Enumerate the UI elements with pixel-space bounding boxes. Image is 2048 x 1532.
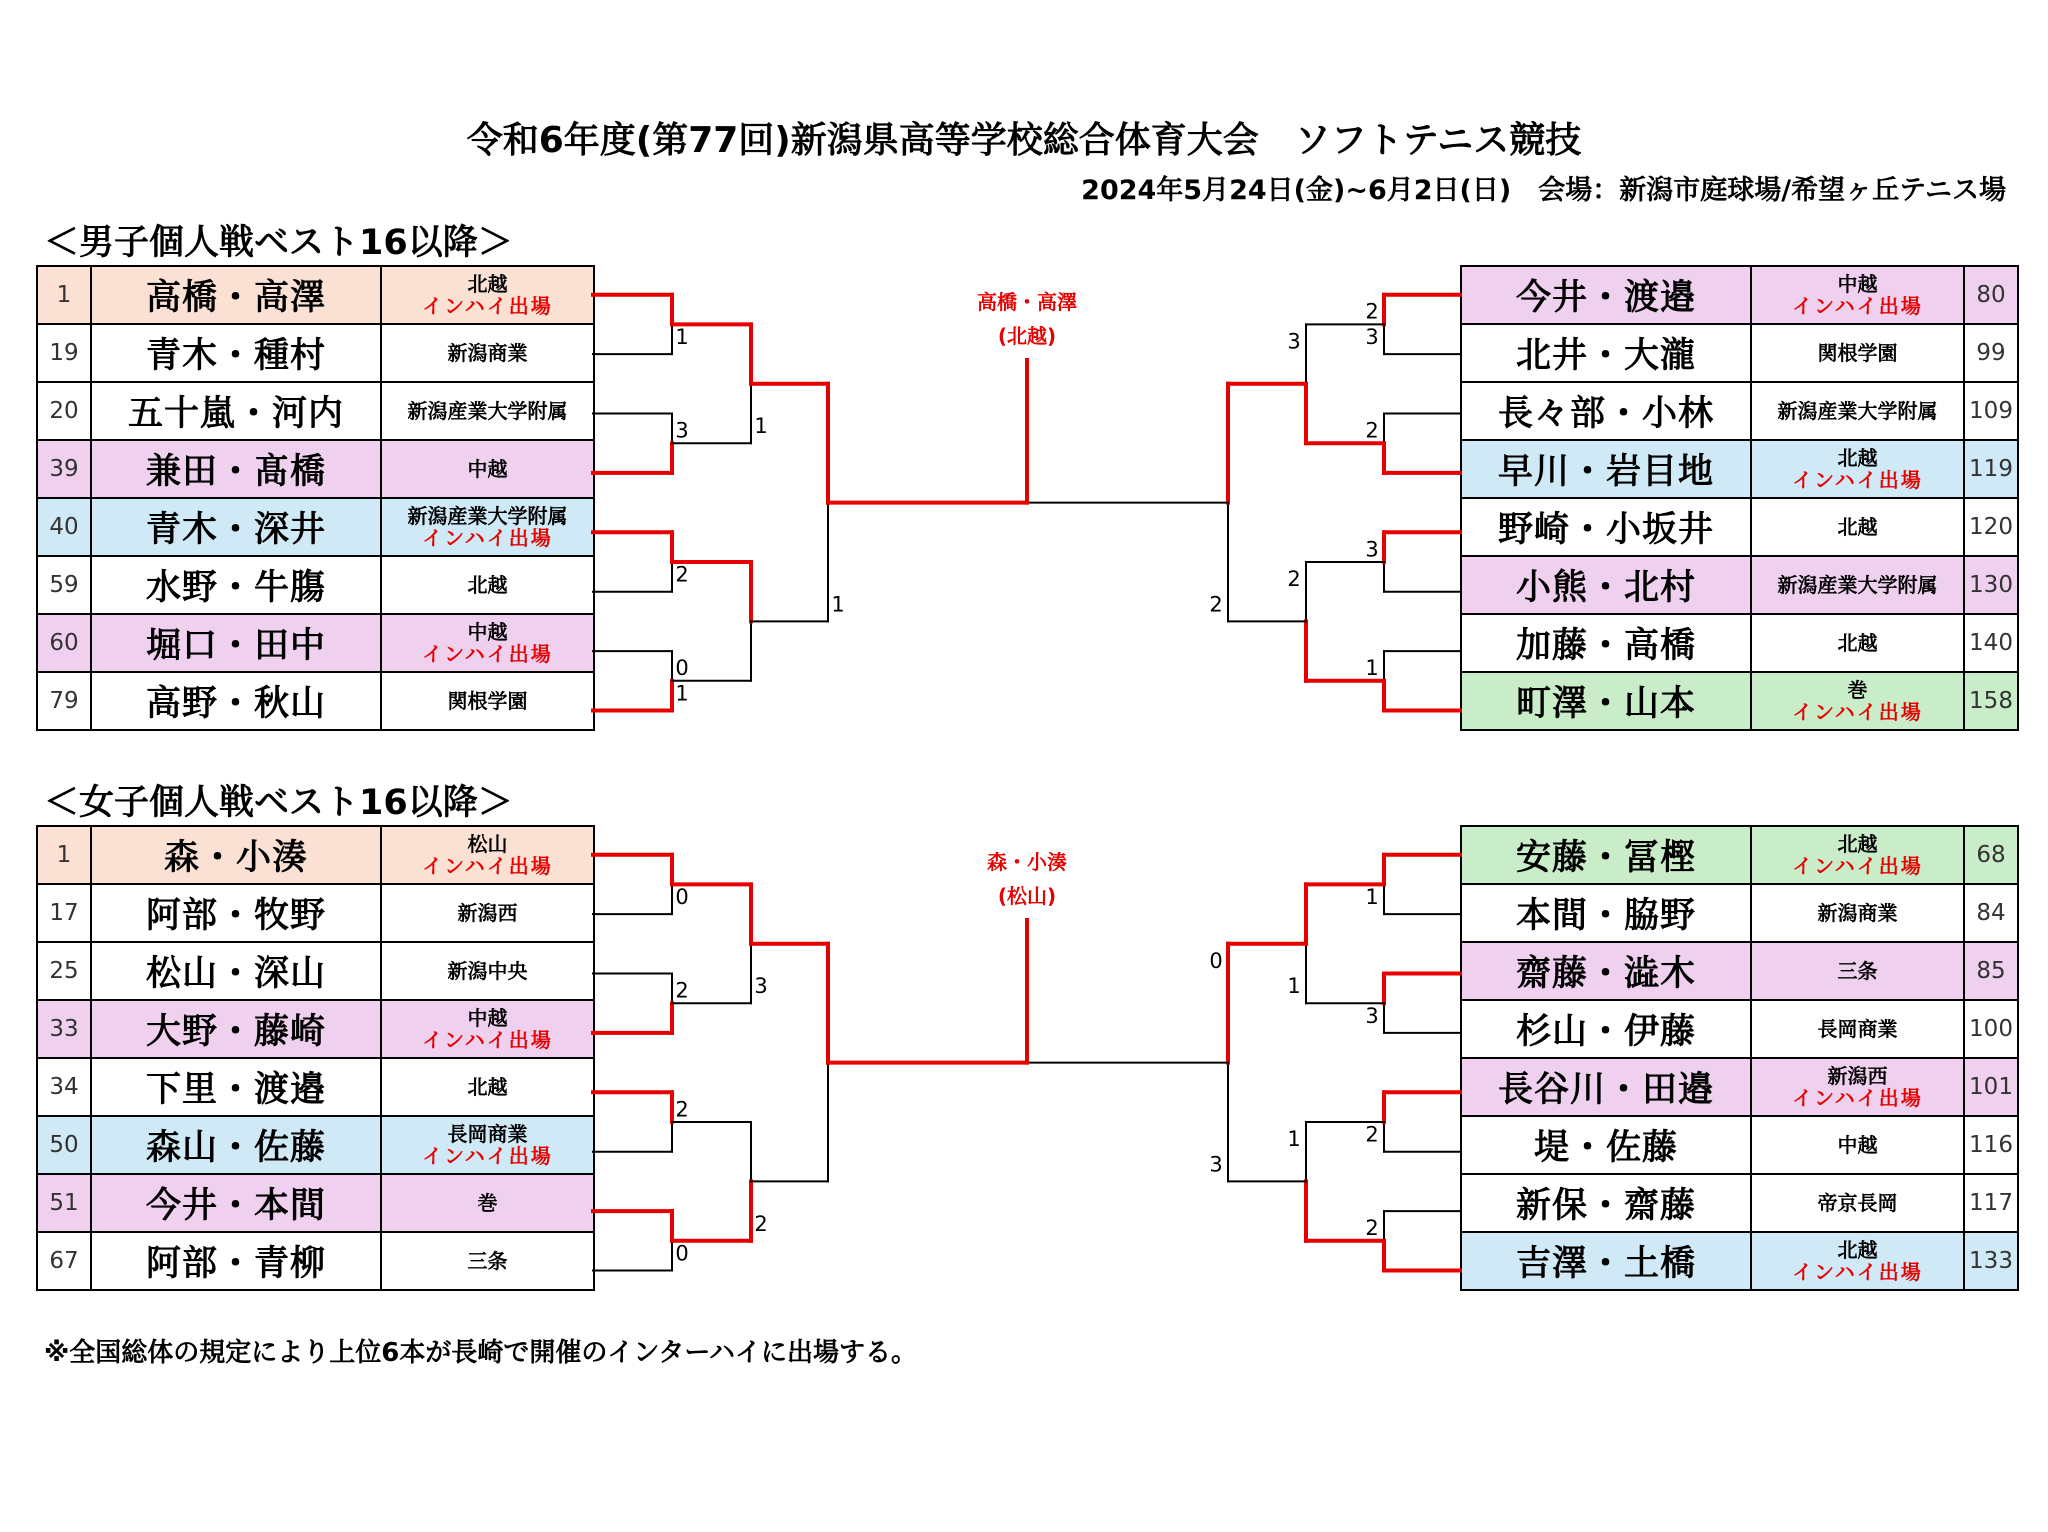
seed-number: 119 — [1964, 440, 2018, 498]
champion-label — [927, 285, 1127, 353]
match-score: 0 — [675, 656, 689, 681]
school-label: 関根学園 — [447, 689, 528, 713]
match-score: 1 — [675, 681, 689, 706]
school-label: 中越 — [467, 620, 508, 644]
match-score: 2 — [675, 978, 689, 1003]
school-label: 北越 — [1837, 1238, 1878, 1262]
seed-number: 20 — [37, 382, 91, 440]
seed-number: 79 — [37, 672, 91, 730]
page-title: 令和6年度(第77回)新潟県高等学校総合体育大会 ソフトテニス競技 — [466, 120, 1582, 161]
player-pair-name: 下里・渡邉 — [91, 1058, 381, 1116]
seed-number: 17 — [37, 884, 91, 942]
match-score: 2 — [1209, 592, 1223, 617]
school-label: 中越 — [1837, 272, 1878, 296]
player-pair-name: 今井・本間 — [91, 1174, 381, 1232]
seed-number: 133 — [1964, 1232, 2018, 1290]
match-score: 3 — [1365, 1003, 1379, 1028]
footnote: ※全国総体の規定により上位6本が長崎で開催のインターハイに出場する。 — [44, 1338, 918, 1368]
seed-number: 130 — [1964, 556, 2018, 614]
player-pair-name: 今井・渡邉 — [1461, 266, 1751, 324]
school-label: 中越 — [1837, 1133, 1878, 1157]
match-score: 2 — [754, 1211, 768, 1236]
school-label: 帝京長岡 — [1817, 1191, 1898, 1215]
seed-number: 140 — [1964, 614, 2018, 672]
player-pair-name: 森山・佐藤 — [91, 1116, 381, 1174]
school-label: 新潟西 — [1827, 1064, 1888, 1088]
match-score: 3 — [754, 974, 768, 999]
player-pair-name: 高橋・高澤 — [91, 266, 381, 324]
school-label: 北越 — [467, 573, 508, 597]
player-pair-name: 吉澤・土橋 — [1461, 1232, 1751, 1290]
match-score: 1 — [1287, 974, 1301, 999]
seed-number: 19 — [37, 324, 91, 382]
seed-number: 85 — [1964, 942, 2018, 1000]
champion-name: 高橋・高澤 — [977, 290, 1077, 314]
player-pair-name: 齋藤・澁木 — [1461, 942, 1751, 1000]
player-pair-name: 長谷川・田邉 — [1461, 1058, 1751, 1116]
match-score: 0 — [1209, 948, 1223, 973]
champion-label — [927, 845, 1127, 913]
school-label: 中越 — [467, 457, 508, 481]
match-score: 3 — [1365, 537, 1379, 562]
seed-number: 1 — [37, 826, 91, 884]
interhigh-qualified-badge: インハイ出場 — [422, 1028, 553, 1052]
school-label: 新潟商業 — [1817, 901, 1898, 925]
seed-number: 40 — [37, 498, 91, 556]
player-pair-name: 阿部・牧野 — [91, 884, 381, 942]
school-label: 巻 — [477, 1191, 498, 1215]
seed-number: 67 — [37, 1232, 91, 1290]
school-label: 中越 — [467, 1006, 508, 1030]
seed-number: 25 — [37, 942, 91, 1000]
interhigh-qualified-badge: インハイ出場 — [1792, 700, 1923, 724]
match-score: 2 — [675, 1097, 689, 1122]
match-score: 2 — [1365, 418, 1379, 443]
school-label: 北越 — [1837, 832, 1878, 856]
seed-number: 101 — [1964, 1058, 2018, 1116]
match-score: 1 — [675, 325, 689, 350]
seed-number: 80 — [1964, 266, 2018, 324]
player-pair-name: 堀口・田中 — [91, 614, 381, 672]
school-label: 三条 — [467, 1249, 508, 1273]
school-label: 新潟西 — [457, 901, 518, 925]
player-pair-name: 阿部・青柳 — [91, 1232, 381, 1290]
match-score: 1 — [831, 592, 845, 617]
player-pair-name: 北井・大瀧 — [1461, 324, 1751, 382]
match-score: 1 — [1365, 885, 1379, 910]
match-score: 1 — [1287, 1127, 1301, 1151]
player-pair-name: 大野・藤崎 — [91, 1000, 381, 1058]
player-pair-name: 野崎・小坂井 — [1461, 498, 1751, 556]
school-label: 長岡商業 — [1817, 1017, 1898, 1041]
champion-school: (松山) — [997, 884, 1057, 908]
seed-number: 34 — [37, 1058, 91, 1116]
seed-number: 120 — [1964, 498, 2018, 556]
seed-number: 51 — [37, 1174, 91, 1232]
boys-section-heading: ＜男子個人戦ベスト16以降＞ — [44, 223, 513, 263]
seed-number: 158 — [1964, 672, 2018, 730]
interhigh-qualified-badge: インハイ出場 — [1792, 294, 1923, 318]
player-pair-name: 杉山・伊藤 — [1461, 1000, 1751, 1058]
match-score: 3 — [675, 418, 689, 443]
seed-number: 33 — [37, 1000, 91, 1058]
player-pair-name: 森・小湊 — [91, 826, 381, 884]
interhigh-qualified-badge: インハイ出場 — [422, 526, 553, 550]
match-score: 3 — [1365, 325, 1379, 350]
seed-number: 1 — [37, 266, 91, 324]
seed-number: 109 — [1964, 382, 2018, 440]
seed-number: 116 — [1964, 1116, 2018, 1174]
player-pair-name: 青木・深井 — [91, 498, 381, 556]
match-score: 0 — [675, 885, 689, 910]
seed-number: 59 — [37, 556, 91, 614]
girls-section-heading: ＜女子個人戦ベスト16以降＞ — [44, 783, 513, 823]
school-label: 北越 — [1837, 446, 1878, 470]
interhigh-qualified-badge: インハイ出場 — [422, 1144, 553, 1168]
player-pair-name: 堤・佐藤 — [1461, 1116, 1751, 1174]
match-score: 3 — [1209, 1152, 1223, 1177]
school-label: 北越 — [467, 272, 508, 296]
match-score: 1 — [1365, 656, 1379, 681]
player-pair-name: 加藤・高橋 — [1461, 614, 1751, 672]
school-label: 北越 — [467, 1075, 508, 1099]
player-pair-name: 水野・牛膓 — [91, 556, 381, 614]
match-score: 2 — [1365, 299, 1379, 324]
player-pair-name: 松山・深山 — [91, 942, 381, 1000]
match-score: 1 — [754, 414, 768, 439]
player-pair-name: 長々部・小林 — [1461, 382, 1751, 440]
match-score: 2 — [675, 562, 689, 587]
match-score: 3 — [1287, 329, 1301, 354]
interhigh-qualified-badge: インハイ出場 — [422, 294, 553, 318]
seed-number: 99 — [1964, 324, 2018, 382]
school-label: 新潟商業 — [447, 341, 528, 365]
school-label: 北越 — [1837, 631, 1878, 655]
interhigh-qualified-badge: インハイ出場 — [1792, 1086, 1923, 1110]
school-label: 松山 — [467, 832, 508, 856]
seed-number: 68 — [1964, 826, 2018, 884]
interhigh-qualified-badge: インハイ出場 — [1792, 1260, 1923, 1284]
school-label: 三条 — [1837, 959, 1878, 983]
seed-number: 39 — [37, 440, 91, 498]
match-score: 2 — [1365, 1122, 1379, 1147]
school-label: 新潟産業大学附属 — [407, 399, 568, 423]
seed-number: 60 — [37, 614, 91, 672]
player-pair-name: 町澤・山本 — [1461, 672, 1751, 730]
match-score: 2 — [1365, 1216, 1379, 1241]
champion-name: 森・小湊 — [987, 850, 1067, 874]
seed-number: 100 — [1964, 1000, 2018, 1058]
school-label: 関根学園 — [1817, 341, 1898, 365]
player-pair-name: 五十嵐・河内 — [91, 382, 381, 440]
seed-number: 84 — [1964, 884, 2018, 942]
interhigh-qualified-badge: インハイ出場 — [1792, 468, 1923, 492]
champion-school: (北越) — [997, 324, 1057, 348]
school-label: 新潟産業大学附属 — [1777, 399, 1938, 423]
player-pair-name: 早川・岩目地 — [1461, 440, 1751, 498]
player-pair-name: 新保・齋藤 — [1461, 1174, 1751, 1232]
school-label: 新潟産業大学附属 — [407, 504, 568, 528]
player-pair-name: 本間・脇野 — [1461, 884, 1751, 942]
school-label: 北越 — [1837, 515, 1878, 539]
school-label: 新潟産業大学附属 — [1777, 573, 1938, 597]
player-pair-name: 兼田・髙橋 — [91, 440, 381, 498]
player-pair-name: 安藤・冨樫 — [1461, 826, 1751, 884]
interhigh-qualified-badge: インハイ出場 — [1792, 854, 1923, 878]
player-pair-name: 高野・秋山 — [91, 672, 381, 730]
school-label: 巻 — [1847, 678, 1868, 702]
seed-number: 117 — [1964, 1174, 2018, 1232]
school-label: 長岡商業 — [447, 1122, 528, 1146]
seed-number: 50 — [37, 1116, 91, 1174]
player-pair-name: 小熊・北村 — [1461, 556, 1751, 614]
interhigh-qualified-badge: インハイ出場 — [422, 642, 553, 666]
event-date-venue: 2024年5月24日(金)~6月2日(日) 会場：新潟市庭球場/希望ヶ丘テニス場 — [1081, 175, 2006, 206]
school-label: 新潟中央 — [447, 959, 528, 983]
match-score: 0 — [675, 1241, 689, 1266]
interhigh-qualified-badge: インハイ出場 — [422, 854, 553, 878]
match-score: 2 — [1287, 567, 1301, 591]
player-pair-name: 青木・種村 — [91, 324, 381, 382]
